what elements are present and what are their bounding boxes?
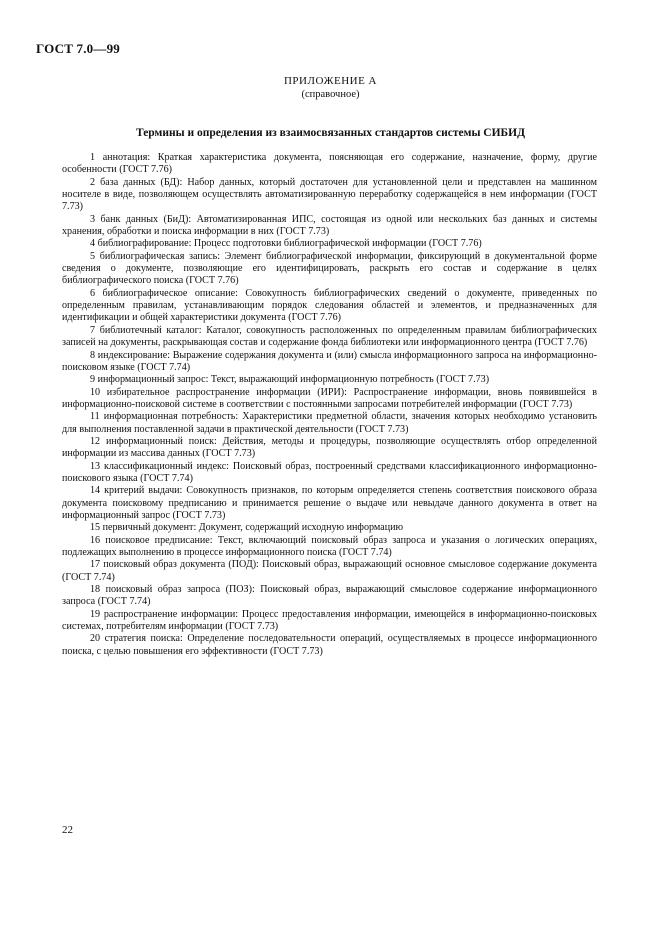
term-number: 17 xyxy=(90,559,101,571)
term-number: 20 xyxy=(90,633,101,645)
section-heading: Термины и определения из взаимосвязанных стандартов системы СИБИД xyxy=(135,127,526,139)
term-entry xyxy=(62,559,597,584)
term-entry xyxy=(62,485,597,522)
term-definition: Поисковый образ, выражающий основное смысловое содержание документа (ГОСТ 7.74) xyxy=(62,559,597,583)
term-name: библиографическая запись: xyxy=(99,250,221,262)
term-name: библиографирование: xyxy=(97,238,192,250)
term-definition: Набор данных, который достаточен для установленной цели и представлен на машинном носителе в виде, позволяющем осуществлять автоматизированную переработку содержащейся в нем информации (ГОСТ 7.73) xyxy=(62,176,597,213)
term-definition: Действия, методы и процедуры, позволяющие осуществлять отбор определенной информации из массива данных (ГОСТ 7.73) xyxy=(62,435,597,460)
term-number: 19 xyxy=(90,608,101,620)
term-definition: Характеристики предметной области, значения которых необходимо установить для выполнения поставленной задачи в практической деятельности (ГОСТ 7.73) xyxy=(62,411,598,435)
term-number: 4 xyxy=(90,238,96,250)
term-name: банк данных (БиД): xyxy=(100,213,192,225)
term-entry xyxy=(62,584,597,609)
term-definition: Выражение содержания документа и (или) смысла информационного запроса на информационно-поисковом языке (ГОСТ 7.74) xyxy=(62,349,598,373)
term-definition: Документ, содержащий исходную информацию xyxy=(198,522,404,534)
term-name: база данных (БД): xyxy=(100,176,183,188)
term-name: избирательное распространение информации (ИРИ): xyxy=(106,386,347,398)
term-name: поисковое предписание: xyxy=(105,534,213,546)
term-number: 13 xyxy=(90,460,101,472)
term-entry xyxy=(62,522,597,534)
term-definition: Автоматизированная ИПС, состоящая из одной или нескольких баз данных и системы хранения, обработки и поиска информации в них (ГОСТ 7.73) xyxy=(62,213,597,238)
term-entry xyxy=(62,177,597,214)
term-entry xyxy=(62,288,597,325)
term-name: библиотечный каталог: xyxy=(99,324,202,336)
term-definition: Процесс предоставления информации, имеющейся в информационно-поисковых системах, потребителям информации (ГОСТ 7.73) xyxy=(62,608,597,633)
term-definition: Совокупность признаков, по которым определяется степень соответствия поискового образа документа поисковому предписанию и принимается решение о выдаче или невыдаче данного документа в ответ на информационный запрос (ГОСТ 7.73) xyxy=(62,485,597,521)
term-number: 2 xyxy=(90,176,96,188)
term-name: информационная потребность: xyxy=(103,411,239,423)
term-entry xyxy=(62,374,597,386)
term-definition: Каталог, совокупность расположенных по определенным правилам библиографических записей на документы, раскрывающая состав и содержание фонда библиотеки или информационного центра (ГОСТ 7.76) xyxy=(62,324,597,349)
term-name: поисковый образ документа (ПОД): xyxy=(103,559,259,571)
page-number: 22 xyxy=(62,824,73,836)
term-number: 16 xyxy=(90,534,101,546)
term-entry xyxy=(62,436,597,461)
term-definition: Поисковый образ, построенный средствами классификационного информационно-поискового языка (ГОСТ 7.74) xyxy=(62,460,597,484)
term-definition: Определение последовательности операций, осуществляемых в процессе информационного поиска, с целью повышения его эффективности (ГОСТ 7.73) xyxy=(62,633,597,657)
term-number: 12 xyxy=(90,435,101,447)
term-definition: Совокупность библиографических сведений о документе, приведенных по определенным правилам, устанавливающим порядок следования областей и элементов, и предназначенных для идентификации и общей характеристики документа (ГОСТ 7.76) xyxy=(62,287,597,324)
term-definition: Распространение информации, вновь появившейся в информационно-поисковой системе в соответствии с постоянными запросами потребителей информации (ГОСТ 7.73) xyxy=(62,386,597,410)
term-entry xyxy=(62,535,597,560)
terms-list xyxy=(62,152,597,658)
term-entry xyxy=(62,633,597,658)
term-entry xyxy=(62,251,597,288)
term-number: 1 xyxy=(90,152,96,163)
term-definition: Элемент библиографической информации, фиксирующий в документальной форме сведения о документе, позволяющие его идентифицировать, раскрыть его состав и содержание в целях библиографического поиска (ГОСТ 7.76) xyxy=(62,250,598,287)
term-entry xyxy=(62,238,597,250)
term-entry xyxy=(62,609,597,634)
term-name: распространение информации: xyxy=(103,608,239,620)
term-entry xyxy=(62,387,597,412)
term-definition: Текст, включающий поисковый образ запроса и указания о логических операциях, подлежащих выполнению в процессе информационного поиска (ГОСТ 7.74) xyxy=(62,534,597,558)
term-number: 10 xyxy=(90,386,101,398)
term-entry xyxy=(62,152,597,177)
term-name: библиографическое описание: xyxy=(102,287,238,299)
term-name: информационный запрос: xyxy=(97,374,209,386)
term-name: аннотация: xyxy=(102,152,151,163)
term-number: 18 xyxy=(90,584,101,596)
term-entry xyxy=(62,461,597,486)
term-name: индексирование: xyxy=(97,349,170,361)
term-name: критерий выдачи: xyxy=(104,485,183,497)
term-definition: Текст, выражающий информационную потребность (ГОСТ 7.73) xyxy=(210,374,490,386)
term-entry xyxy=(62,350,597,375)
term-definition: Поисковый образ, выражающий смысловое содержание информационного запроса (ГОСТ 7.74) xyxy=(62,584,597,608)
term-number: 3 xyxy=(90,213,96,225)
term-definition: Процесс подготовки библиографической информации (ГОСТ 7.76) xyxy=(193,238,482,250)
standard-header: ГОСТ 7.0—99 xyxy=(36,41,120,56)
term-number: 9 xyxy=(90,374,96,386)
term-entry xyxy=(62,411,597,436)
term-name: стратегия поиска: xyxy=(104,633,183,645)
term-name: классификационный индекс: xyxy=(103,460,229,472)
term-name: поисковый образ запроса (ПОЗ): xyxy=(105,584,255,596)
term-number: 11 xyxy=(90,411,100,423)
term-number: 14 xyxy=(90,485,101,497)
term-name: первичный документ: xyxy=(102,522,197,534)
term-number: 7 xyxy=(90,324,96,336)
term-number: 15 xyxy=(90,522,101,534)
appendix-title: ПРИЛОЖЕНИЕ А xyxy=(283,75,377,87)
term-number: 8 xyxy=(90,349,96,361)
term-number: 5 xyxy=(90,250,96,262)
appendix-note: (справочное) xyxy=(301,89,360,100)
term-name: информационный поиск: xyxy=(105,435,217,447)
term-entry xyxy=(62,325,597,350)
term-number: 6 xyxy=(90,287,96,299)
term-entry xyxy=(62,214,597,239)
term-definition: Краткая характеристика документа, поясняющая его содержание, назначение, форму, другие особенности (ГОСТ 7.76) xyxy=(62,152,598,176)
